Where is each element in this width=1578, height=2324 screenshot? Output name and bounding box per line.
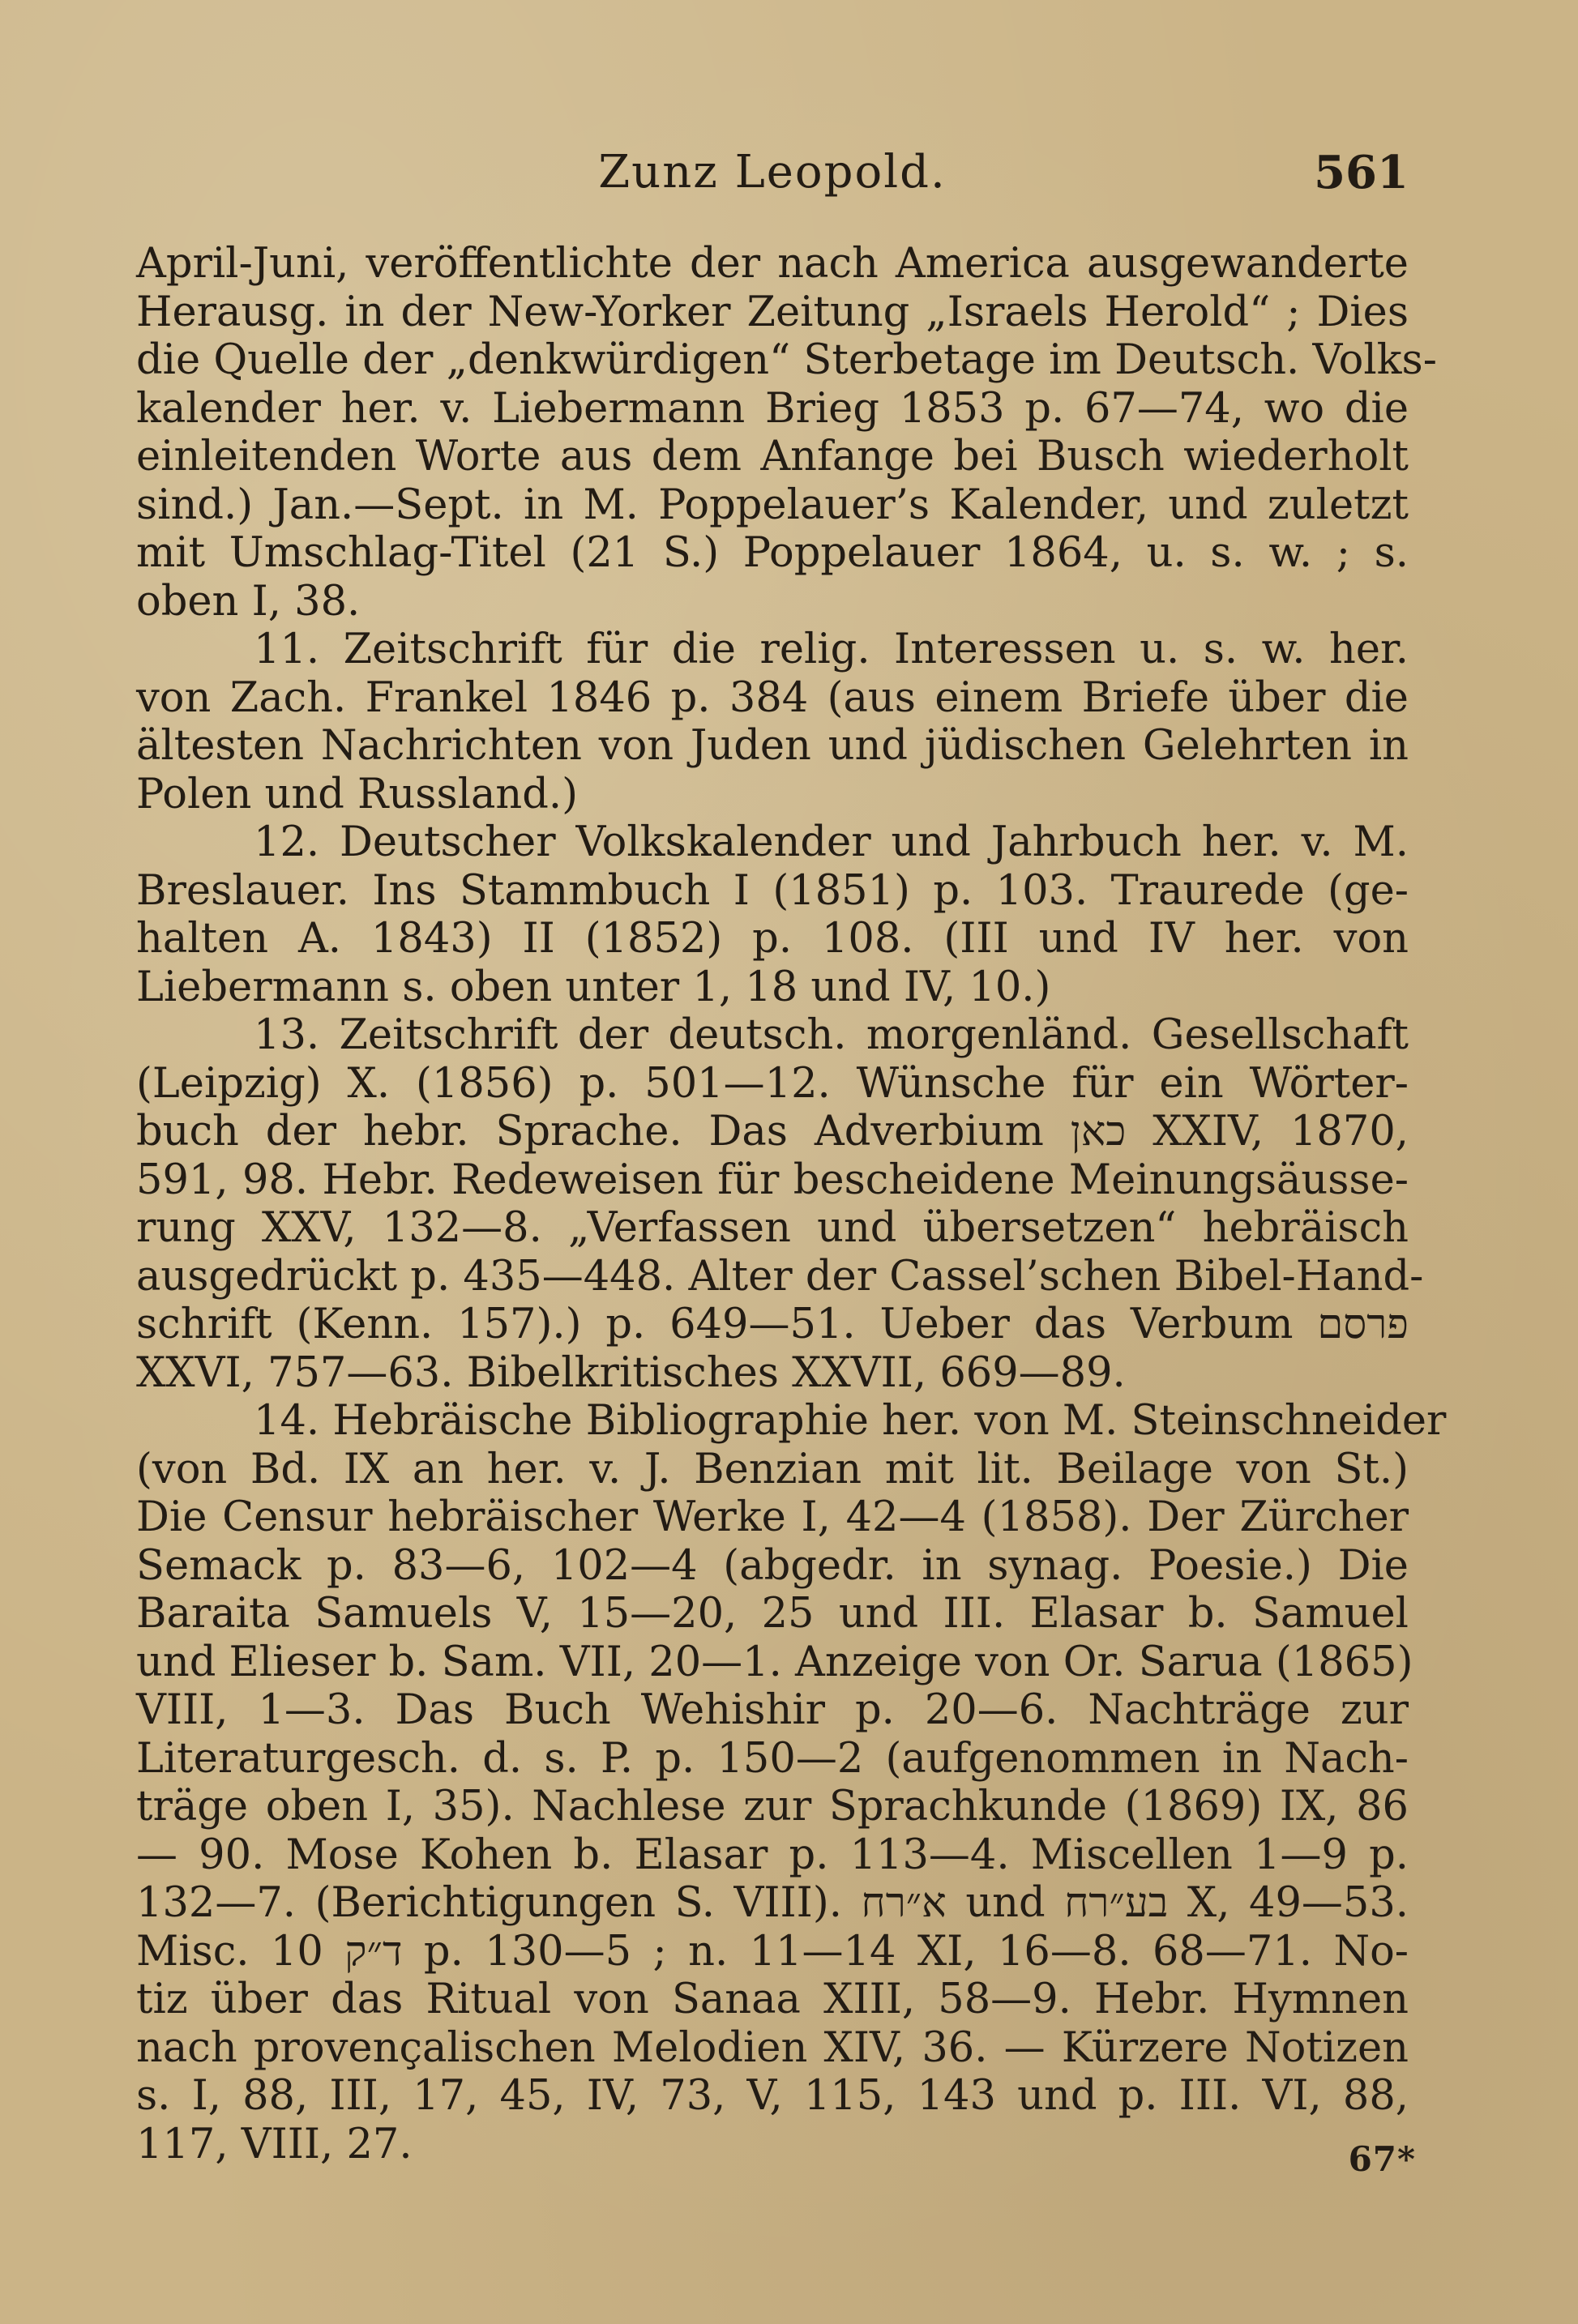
- text-line: buch der hebr. Sprache. Das Adverbium כאן XXIV, 1870,: [136, 1108, 1409, 1156]
- text-line: Misc. 10 ד״ק p. 130—5 ; n. 11—14 XI, 16—8. 68—71. No-: [136, 1927, 1409, 1976]
- text-line: — 90. Mose Kohen b. Elasar p. 113—4. Miscellen 1—9 p.: [136, 1831, 1409, 1879]
- text-line: s. I, 88, III, 17, 45, IV, 73, V, 115, 143 und p. III. VI, 88,: [136, 2072, 1409, 2120]
- text-line: oben I, 38.: [136, 577, 361, 626]
- entry-heading-line: 13. Zeitschrift der deutsch. morgenländ. Gesellschaft: [254, 1011, 1409, 1059]
- text-line: (Leipzig) X. (1856) p. 501—12. Wünsche für ein Wörter-: [136, 1059, 1409, 1108]
- text-line: halten A. 1843) II (1852) p. 108. (III und IV her. von: [136, 915, 1409, 963]
- text-line: Liebermann s. oben unter 1, 18 und IV, 10.): [136, 963, 1051, 1011]
- text-line: Baraita Samuels V, 15—20, 25 und III. Elasar b. Samuel: [136, 1590, 1409, 1638]
- text-line: VIII, 1—3. Das Buch Wehishir p. 20—6. Nachträge zur: [136, 1686, 1409, 1734]
- text-line: schrift (Kenn. 157).) p. 649—51. Ueber das Verbum פרסם: [136, 1301, 1409, 1348]
- text-line: 132—7. (Berichtigungen S. VIII). א״רח und בע״רח X, 49—53.: [136, 1879, 1409, 1927]
- text-line: Breslauer. Ins Stammbuch I (1851) p. 103. Traurede (ge-: [136, 866, 1409, 915]
- text-line: von Zach. Frankel 1846 p. 384 (aus einem Briefe über die: [136, 673, 1409, 722]
- text-line: sind.) Jan.—Sept. in M. Poppelauer’s Kalender, und zuletzt: [136, 481, 1409, 529]
- text-line: 117, VIII, 27.: [136, 2120, 413, 2168]
- entry-heading-line: 12. Deutscher Volkskalender und Jahrbuch her. v. M.: [254, 818, 1409, 866]
- text-line: Die Censur hebräischer Werke I, 42—4 (1858). Der Zürcher: [136, 1493, 1409, 1541]
- text-line: kalender her. v. Liebermann Brieg 1853 p. 67—74, wo die: [136, 384, 1409, 433]
- text-line: nach provençalischen Melodien XIV, 36. — Kürzere Notizen: [136, 2023, 1409, 2072]
- entry-heading-line: 11. Zeitschrift für die relig. Interessen u. s. w. her.: [254, 626, 1409, 673]
- text-line: rung XXV, 132—8. „Verfassen und übersetzen“ hebräisch: [136, 1204, 1409, 1252]
- text-line: ältesten Nachrichten von Juden und jüdischen Gelehrten in: [136, 722, 1409, 770]
- text-line: 591, 98. Hebr. Redeweisen für bescheidene Meinungsäusse-: [136, 1156, 1409, 1204]
- text-line: und Elieser b. Sam. VII, 20—1. Anzeige von Or. Sarua (1865): [136, 1638, 1413, 1686]
- printer-signature: 67*: [1348, 2139, 1416, 2179]
- running-title: Zunz Leopold.: [598, 146, 947, 199]
- text-line: tiz über das Ritual von Sanaa XIII, 58—9. Hebr. Hymnen: [136, 1976, 1409, 2023]
- text-line: April-Juni, veröffentlichte der nach America ausgewanderte: [136, 240, 1409, 288]
- text-line: mit Umschlag-Titel (21 S.) Poppelauer 1864, u. s. w. ; s.: [136, 529, 1409, 577]
- text-line: träge oben I, 35). Nachlese zur Sprachkunde (1869) IX, 86: [136, 1783, 1409, 1831]
- page-number: 561: [1314, 146, 1409, 199]
- text-line: ausgedrückt p. 435—448. Alter der Cassel’schen Bibel-Hand-: [136, 1252, 1424, 1301]
- text-line: die Quelle der „denkwürdigen“ Sterbetage im Deutsch. Volks-: [136, 336, 1437, 384]
- text-line: XXVI, 757—63. Bibelkritisches XXVII, 669—89.: [136, 1348, 1126, 1397]
- text-line: Polen und Russland.): [136, 770, 578, 818]
- text-line: Literaturgesch. d. s. P. p. 150—2 (aufgenommen in Nach-: [136, 1734, 1409, 1783]
- text-line: Semack p. 83—6, 102—4 (abgedr. in synag. Poesie.) Die: [136, 1541, 1409, 1590]
- text-line: einleitenden Worte aus dem Anfange bei Busch wiederholt: [136, 433, 1409, 481]
- text-line: (von Bd. IX an her. v. J. Benzian mit lit. Beilage von St.): [136, 1445, 1409, 1493]
- entry-heading-line: 14. Hebräische Bibliographie her. von M. Steinschneider: [254, 1397, 1447, 1445]
- text-line: Herausg. in der New-Yorker Zeitung „Israels Herold“ ; Dies: [136, 288, 1409, 336]
- body-text: [136, 240, 1447, 2168]
- page-header: [136, 146, 1409, 203]
